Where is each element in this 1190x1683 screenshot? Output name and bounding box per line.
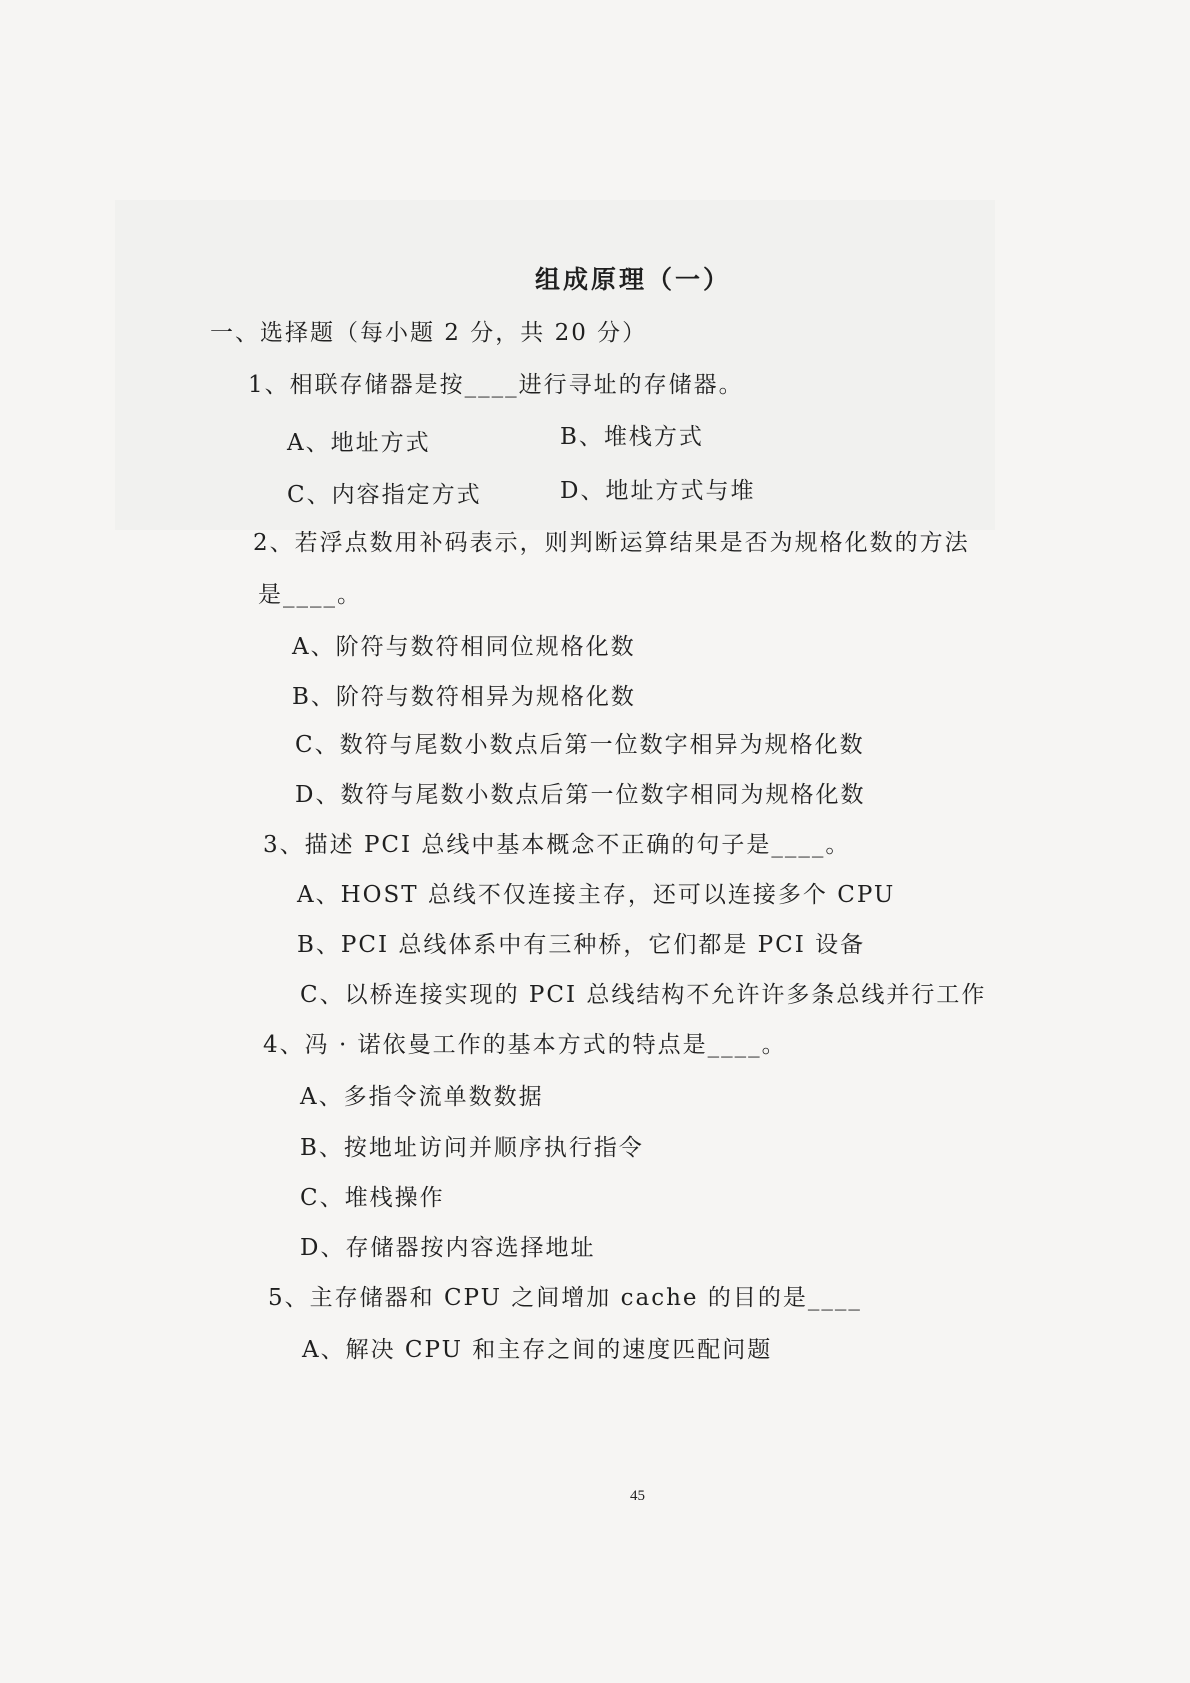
question-5-stem: 5、主存储器和 CPU 之间增加 cache 的目的是____ — [268, 1285, 862, 1311]
question-2-option-c: C、数符与尾数小数点后第一位数字相异为规格化数 — [295, 732, 865, 758]
question-3-stem: 3、描述 PCI 总线中基本概念不正确的句子是____。 — [263, 832, 851, 858]
scan-shade — [115, 200, 995, 530]
page-title: 组成原理（一） — [535, 265, 732, 294]
section-heading: 一、选择题（每小题 2 分，共 20 分） — [210, 320, 648, 346]
question-3-option-a: A、HOST 总线不仅连接主存，还可以连接多个 CPU — [297, 882, 896, 908]
question-4-stem: 4、冯 · 诺依曼工作的基本方式的特点是____。 — [263, 1032, 787, 1058]
question-2-option-d: D、数符与尾数小数点后第一位数字相同为规格化数 — [295, 782, 866, 808]
question-3-option-b: B、PCI 总线体系中有三种桥，它们都是 PCI 设备 — [297, 932, 866, 958]
question-1-option-c: C、内容指定方式 — [287, 482, 482, 508]
question-2-stem-line-2: 是____。 — [258, 582, 362, 608]
question-4-option-d: D、存储器按内容选择地址 — [300, 1235, 596, 1261]
question-1-option-a: A、地址方式 — [287, 430, 431, 456]
question-3-option-c: C、以桥连接实现的 PCI 总线结构不允许许多条总线并行工作 — [300, 982, 987, 1008]
question-2-option-a: A、阶符与数符相同位规格化数 — [292, 634, 636, 660]
question-1-stem: 1、相联存储器是按____进行寻址的存储器。 — [248, 372, 744, 398]
question-1-option-b: B、堆栈方式 — [560, 424, 704, 450]
question-4-option-c: C、堆栈操作 — [300, 1185, 445, 1211]
question-2-option-b: B、阶符与数符相异为规格化数 — [292, 684, 636, 710]
question-4-option-a: A、多指令流单数数据 — [300, 1084, 544, 1110]
question-5-option-a: A、解决 CPU 和主存之间的速度匹配问题 — [302, 1337, 773, 1363]
question-4-option-b: B、按地址访问并顺序执行指令 — [300, 1135, 644, 1161]
question-2-stem-line-1: 2、若浮点数用补码表示，则判断运算结果是否为规格化数的方法 — [253, 530, 970, 556]
page-number: 45 — [630, 1488, 645, 1504]
question-1-option-d: D、地址方式与堆 — [560, 478, 756, 504]
